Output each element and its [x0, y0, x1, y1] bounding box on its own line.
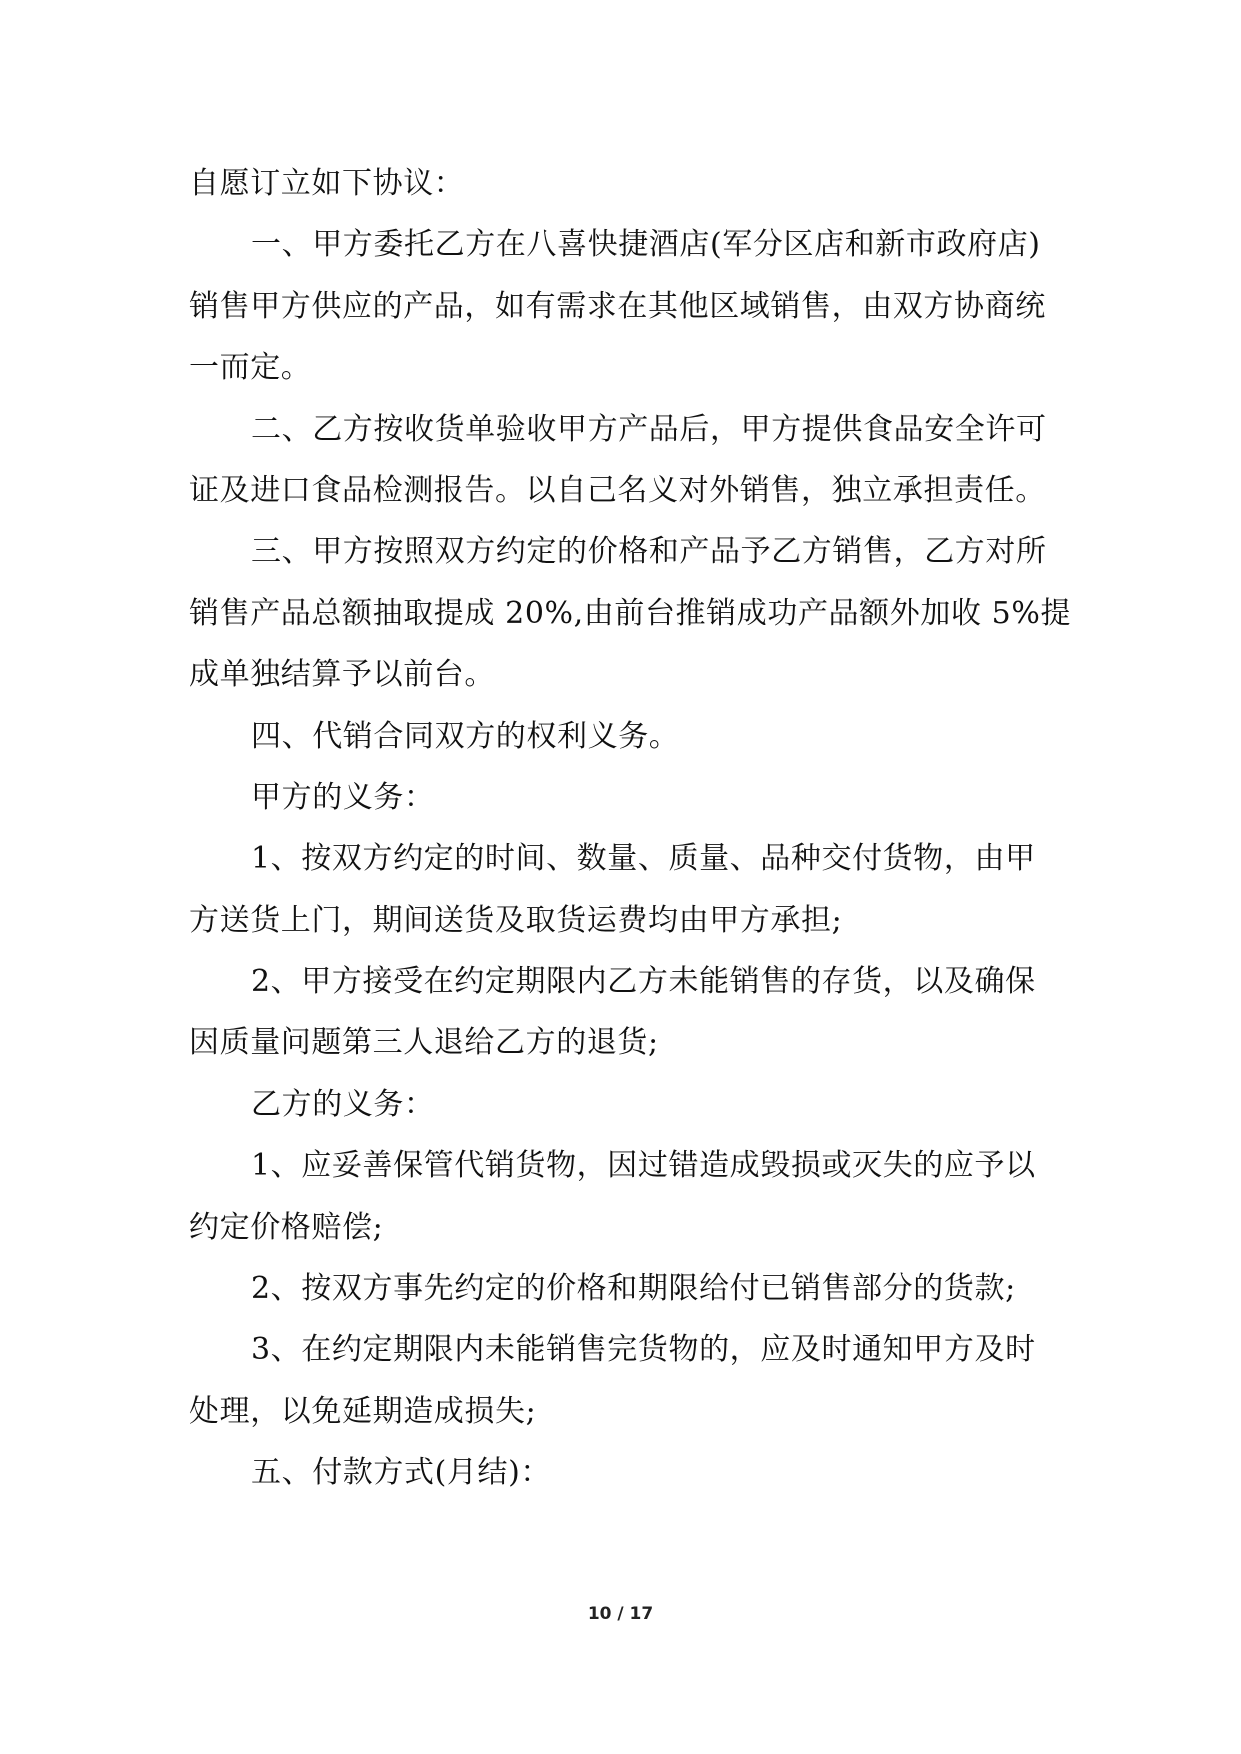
text-line: 成单独结算予以前台。	[189, 657, 495, 693]
document-body	[189, 153, 1072, 1504]
page-number: 10 / 17	[587, 1604, 654, 1624]
text-line: 四、代销合同双方的权利义务。	[251, 718, 680, 754]
text-line: 1、按双方约定的时间、数量、质量、品种交付货物，由甲	[251, 841, 1036, 877]
text-line: 1、应妥善保管代销货物，因过错造成毁损或灭失的应予以	[251, 1148, 1036, 1184]
text-line: 3、在约定期限内未能销售完货物的，应及时通知甲方及时	[251, 1332, 1036, 1368]
text-line: 约定价格赔偿;	[189, 1209, 384, 1245]
text-line: 乙方的义务：	[251, 1086, 435, 1122]
text-line: 一而定。	[189, 350, 312, 386]
text-line: 自愿订立如下协议：	[189, 166, 465, 201]
text-line: 销售产品总额抽取提成 20%,由前台推销成功产品额外加收 5%提	[189, 595, 1072, 631]
text-line: 三、甲方按照双方约定的价格和产品予乙方销售，乙方对所	[251, 534, 1047, 570]
text-line: 五、付款方式(月结)：	[251, 1455, 552, 1491]
text-line: 甲方的义务：	[251, 779, 435, 815]
text-line: 因质量问题第三人退给乙方的退货;	[189, 1025, 659, 1061]
text-line: 2、甲方接受在约定期限内乙方未能销售的存货，以及确保	[251, 964, 1036, 1000]
text-line: 处理，以免延期造成损失;	[189, 1393, 537, 1429]
text-line: 方送货上门，期间送货及取货运费均由甲方承担;	[189, 902, 843, 938]
text-line: 销售甲方供应的产品，如有需求在其他区域销售，由双方协商统	[189, 288, 1046, 324]
text-line: 一、甲方委托乙方在八喜快捷酒店(军分区店和新市政府店)	[251, 227, 1041, 263]
text-line: 证及进口食品检测报告。以自己名义对外销售，独立承担责任。	[189, 472, 1046, 508]
text-line: 2、按双方事先约定的价格和期限给付已销售部分的货款;	[251, 1271, 1016, 1307]
text-line: 二、乙方按收货单验收甲方产品后，甲方提供食品安全许可	[251, 411, 1047, 447]
